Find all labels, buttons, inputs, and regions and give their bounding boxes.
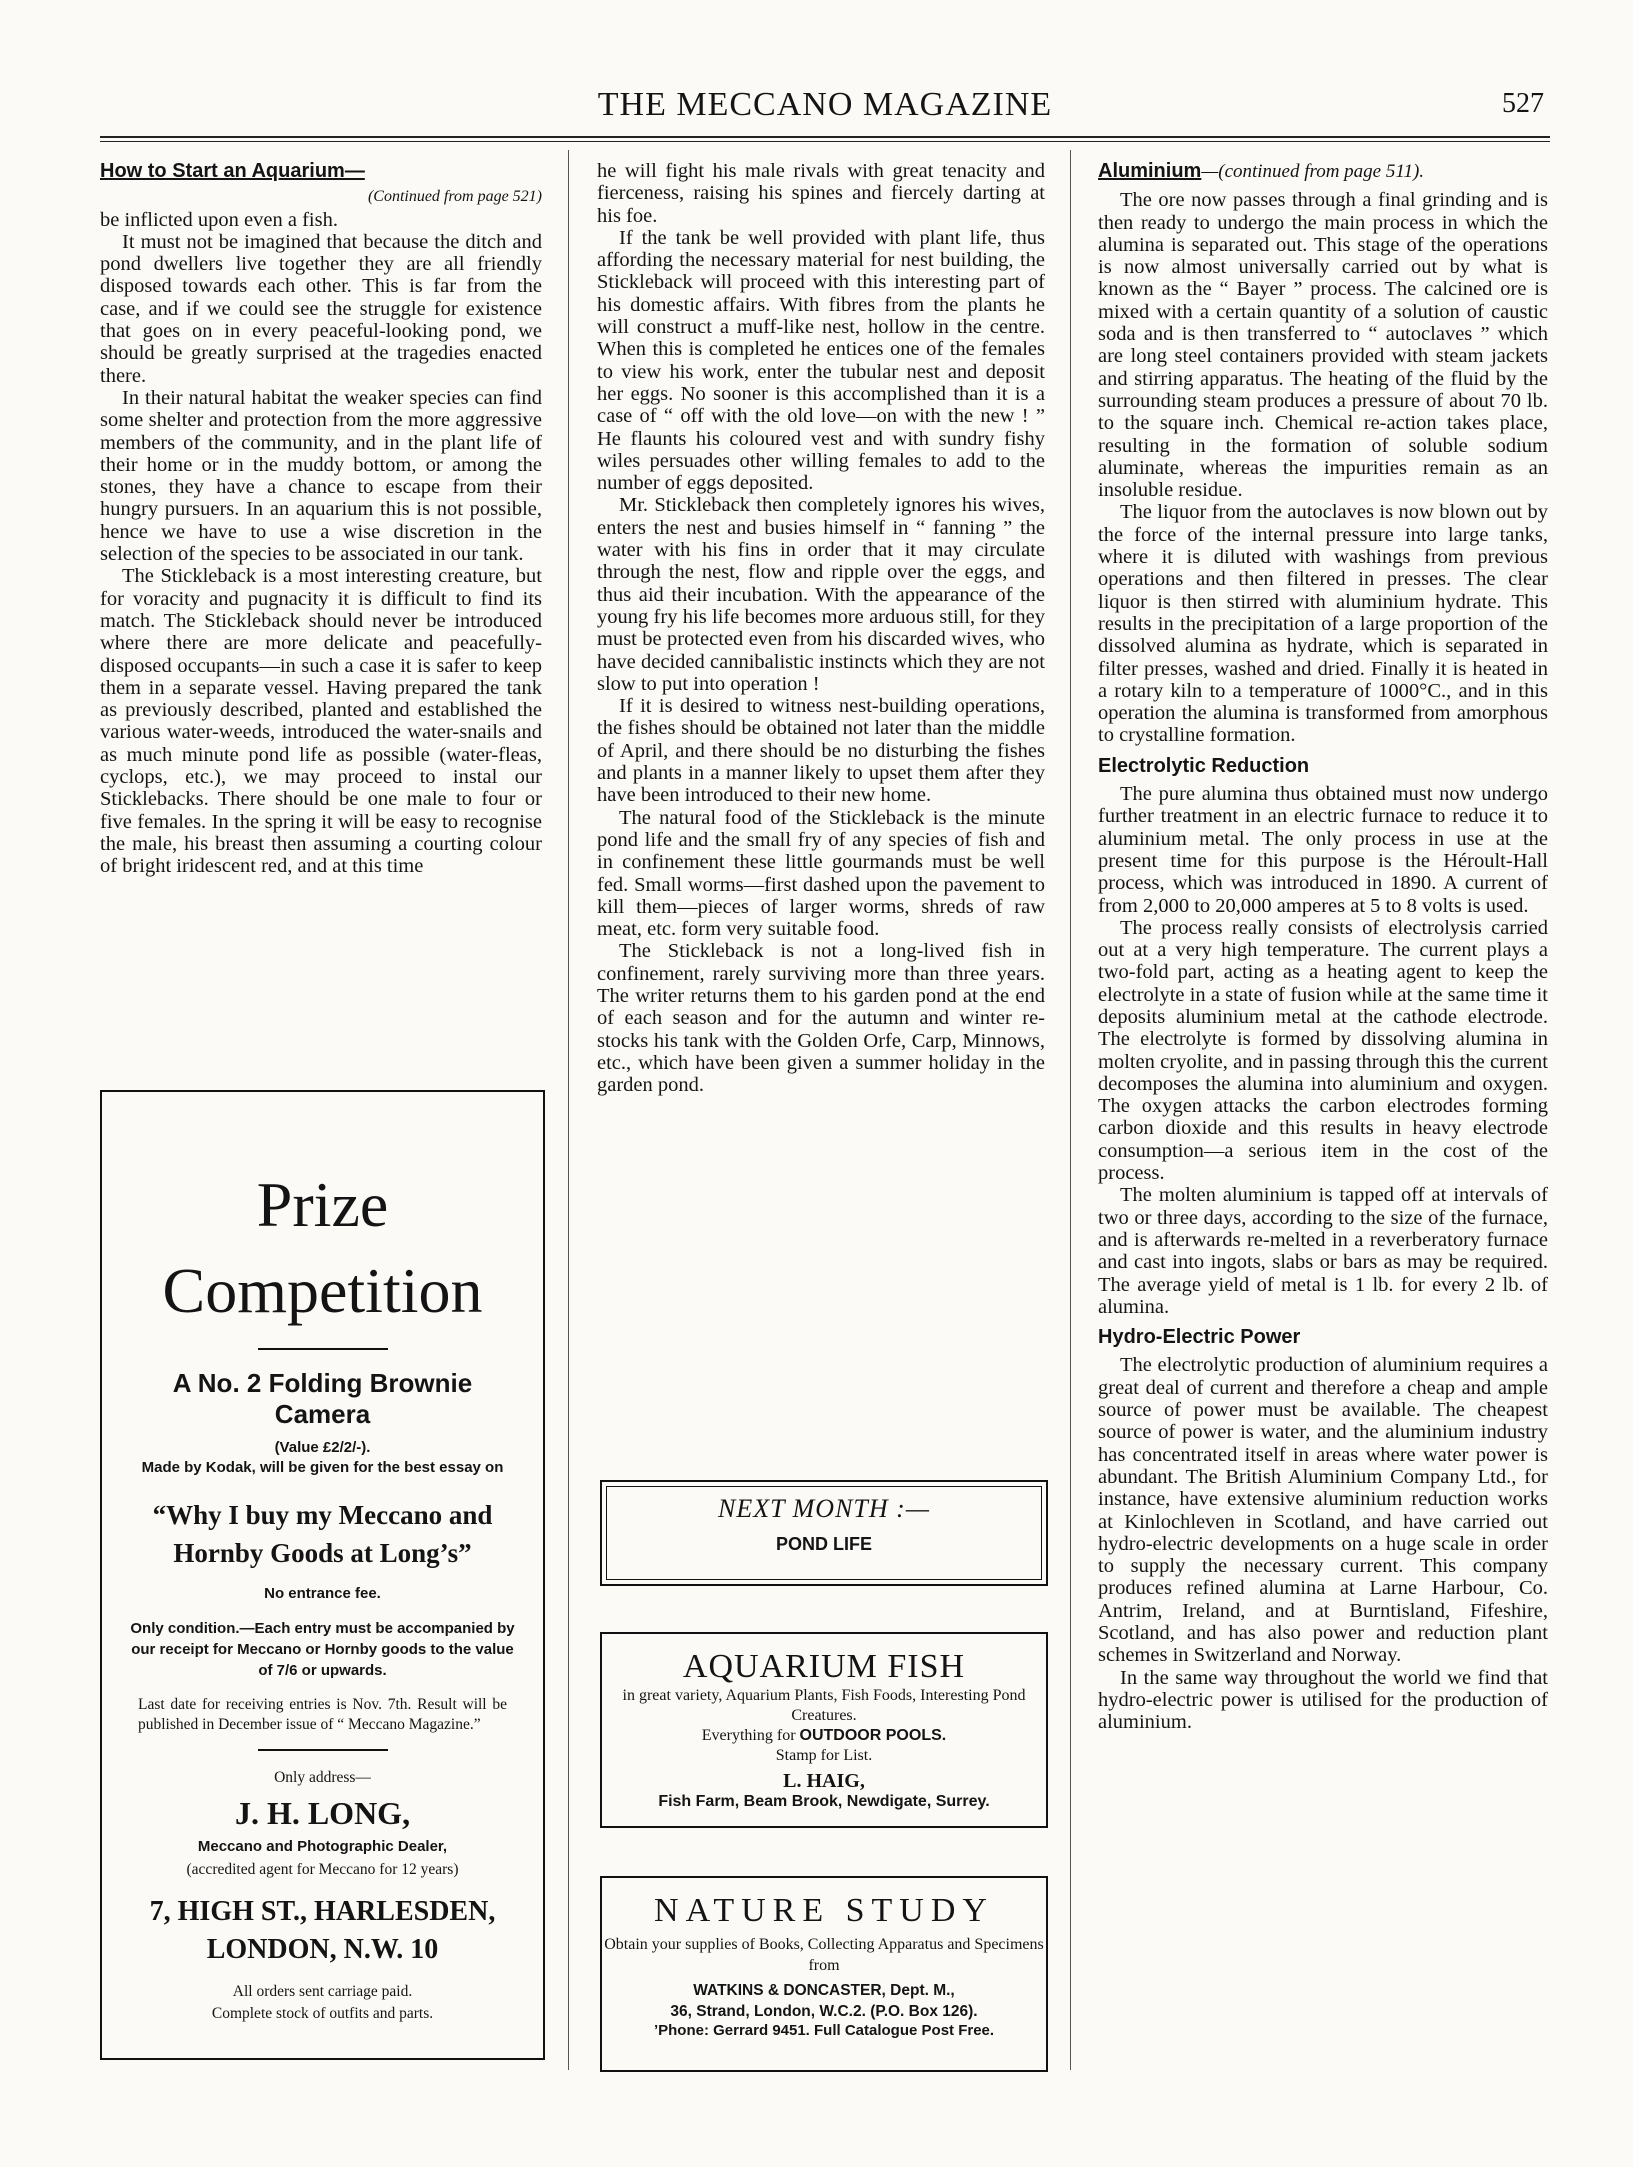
aquarium-col2-para-4: The natural food of the Stickleback is the minute pond life and the small fry of any species of fish and in confinement these little gourmands must be well fed. Small worms—first dashed upon the pavement to kill them—pieces of larger worms, shreds of raw meat, etc. form very suitable food. <box>597 806 1045 941</box>
aluminium-sub1-para-0: The pure alumina thus obtained must now undergo further treatment in an electric furnace to reduce it to aluminium metal. The only process in use at the present time for this purpose is the Héroult-Hall process, which was introduced in 1890. A current of from 2,000 to 20,000 amperes at 5 to 8 volts is used. <box>1098 783 1548 917</box>
header-rule <box>100 136 1550 138</box>
aquarium-ad-line2-bold: OUTDOOR POOLS. <box>799 1727 947 1744</box>
prize-only-address: Only address— <box>274 1769 371 1786</box>
aquarium-para-0: be inflicted upon even a fish. <box>100 208 338 231</box>
next-month-topic: POND LIFE <box>775 1534 872 1554</box>
nature-ad-title: NATURE STUDY <box>654 1892 994 1929</box>
prize-foot-1: All orders sent carriage paid. <box>232 1983 413 2000</box>
prize-address-2: LONDON, N.W. 10 <box>206 1934 439 1965</box>
aquarium-col2-para-5: The Stickleback is not a long-lived fish in confinement, rarely surviving more than three years. The writer returns them to his garden pond at the end of each season and for the autumn and winter re-stocks his tank with the Golden Orfe, Carp, Minnows, etc., which have been given a summer holiday in the garden pond. <box>597 940 1045 1097</box>
aluminium-heading-line <box>1098 160 1548 183</box>
aluminium-sub2-para-1: In the same way throughout the world we find that hydro-electric power is utilised for the production of aluminium. <box>1098 1666 1548 1734</box>
page-number: 527 <box>1502 88 1544 119</box>
aquarium-fish-ad <box>600 1632 1048 1828</box>
prize-agent: (accredited agent for Meccano for 12 years) <box>186 1861 459 1878</box>
prize-address-1: 7, HIGH ST., HARLESDEN, <box>149 1896 496 1927</box>
prize-essay-title: “Why I buy my Meccano and Hornby Goods at Long’s” <box>152 1500 493 1568</box>
aquarium-ad-line1: in great variety, Aquarium Plants, Fish Foods, Interesting Pond Creatures. <box>622 1687 1026 1724</box>
aquarium-ad-title: AQUARIUM FISH <box>682 1648 966 1685</box>
aluminium-para-0: The ore now passes through a final grinding and is then ready to undergo the main process in which the alumina is separated out. This stage of the operations is now almost universally carried out by what is known as the “ Bayer ” process. The calcined ore is mixed with a certain quantity of a solution of caustic soda and is then transferred to “ autoclaves ” which are long steel containers provided with steam jackets and stirring apparatus. The heating of the fluid by the surrounding steam produces a pressure of about 70 lb. to the square inch. Chemical re-action takes place, resulting in the formation of soluble sodium aluminate, whereas the impurities remain as an insoluble residue. <box>1098 189 1548 502</box>
prize-title-line1: Prize <box>256 1169 389 1240</box>
next-month-box <box>600 1480 1048 1586</box>
prize-fee: No entrance fee. <box>264 1585 381 1602</box>
prize-divider-2 <box>258 1749 388 1751</box>
aluminium-subhead-hydro: Hydro-Electric Power <box>1098 1326 1301 1349</box>
aquarium-col2-para-0: he will fight his male rivals with great tenacity and fierceness, raising his spines and fiercely darting at his foe. <box>597 160 1045 227</box>
aluminium-sub2-para-0: The electrolytic production of aluminium requires a great deal of current and therefore a cheap and ample source of power must be available. The cheapest source of power is water, and the aluminium industry has concentrated itself in areas where water power is abundant. The British Aluminium Company Ltd., for instance, have extensive aluminium reduction works at Kinlochleven in Scotland, and have carried out hydro-electric developments on a huge scale in order to supply the necessary current. This company produces refined alumina at Larne Harbour, Co. Antrim, Ireland, and at Burntisland, Fifeshire, Scotland, and has also power and reduction plant schemes in Switzerland and Norway. <box>1098 1354 1548 1667</box>
prize-camera: A No. 2 Folding Brownie Camera <box>172 1368 473 1429</box>
aluminium-sub1-para-2: The molten aluminium is tapped off at intervals of two or three days, according to the size of the furnace, and is afterwards re-melted in a reverberatory furnace and cast into ingots, slabs or bars as may be required. The average yield of metal is 1 lb. for every 2 lb. of alumina. <box>1098 1184 1548 1318</box>
magazine-title: THE MECCANO MAGAZINE <box>597 86 1053 123</box>
prize-title-line2: Competition <box>162 1255 483 1326</box>
aquarium-ad-line2-pre: Everything for <box>701 1727 800 1744</box>
prize-last-date: Last date for receiving entries is Nov. 7th. Result will be published in December issue of “ Meccano Magazine.” <box>138 1696 507 1733</box>
aquarium-para-2: In their natural habitat the weaker species can find some shelter and protection from the more aggressive members of the community, and in the plant life of their home or in the muddy bottom, or among the stones, they have a chance to escape from their hungry pursuers. In an aquarium this is not possible, hence we have to use a wise discretion in the selection of the species to be associated in our tank. <box>100 386 542 566</box>
next-month-label: NEXT MONTH :— <box>718 1494 930 1523</box>
nature-ad-line1: Obtain your supplies of Books, Collecting Apparatus and Specimens from <box>604 1936 1044 1974</box>
nature-ad-firm: WATKINS & DONCASTER, Dept. M., <box>693 1982 955 1999</box>
prize-kodak: Made by Kodak, will be given for the best essay on <box>141 1459 504 1476</box>
aquarium-article-col1 <box>100 160 542 878</box>
aquarium-ad-name: L. HAIG, <box>783 1770 865 1792</box>
aluminium-continued: —(continued from page 511). <box>1201 161 1425 182</box>
aluminium-para-1: The liquor from the autoclaves is now blown out by the force of the internal pressure into large tanks, where it is diluted with washings from previous operations and then filtered in presses. The clear liquor is then stirred with aluminium hydrate. This results in the precipitation of a large proportion of the dissolved alumina as hydrate, which is separated in filter presses, washed and dried. Finally it is heated in a rotary kiln to a temperature of 1000°C., and in this operation the alumina is transformed from amorphous to crystalline formation. <box>1098 501 1548 747</box>
aquarium-ad-line3: Stamp for List. <box>775 1747 873 1764</box>
aquarium-col2-para-2: Mr. Stickleback then completely ignores his wives, enters the nest and busies himself in “ fanning ” the water with his fins in order that it may circulate through the nest, flow and ripple over the eggs, and thus aid their incubation. With the appearance of the young fry his life becomes more arduous still, for they must be protected even from his discarded wives, who have decided cannibalistic instincts which they are not slow to put into operation ! <box>597 494 1045 695</box>
aquarium-col2-para-3: If it is desired to witness nest-building operations, the fishes should be obtained not later than the middle of April, and there should be no disturbing the fishes and plants in a manner likely to upset them after they have been introduced to their new home. <box>597 695 1045 807</box>
header-rule-thin <box>100 141 1550 142</box>
prize-dealer-type: Meccano and Photographic Dealer, <box>197 1838 448 1855</box>
aquarium-article-col2 <box>597 160 1045 1096</box>
prize-divider <box>258 1348 388 1350</box>
nature-ad-phone: ’Phone: Gerrard 9451. Full Catalogue Post Free. <box>653 2022 995 2039</box>
aluminium-heading: Aluminium <box>1098 160 1202 182</box>
aquarium-para-3: The Stickleback is a most interesting creature, but for voracity and pugnacity it is difficult to find its match. The Stickleback should never be introduced where there are more delicate and peacefully-disposed occupants—in such a case it is safer to keep them in a separate vessel. Having prepared the tank as previously described, planted and established the various water-weeds, introduced the water-snails and as much minute pond life as possible (water-fleas, cyclops, etc.), we may proceed to instal our Sticklebacks. There should be one male to four or five females. In the spring it will be easy to recognise the male, his breast then assuming a courting colour of bright iridescent red, and at this time <box>100 565 542 878</box>
nature-study-ad <box>600 1876 1048 2072</box>
aquarium-heading: How to Start an Aquarium— <box>100 160 365 182</box>
prize-dealer-name: J. H. LONG, <box>234 1795 411 1831</box>
aquarium-ad-line2 <box>602 1726 1046 1746</box>
column-divider-1 <box>568 150 569 2070</box>
aquarium-para-1: It must not be imagined that because the ditch and pond dwellers live together they are all friendly disposed towards each other. This is far from the case, and if we could see the struggle for existence that goes on in every peaceful-looking pond, we should be greatly surprised at the tragedies enacted there. <box>100 230 542 387</box>
prize-competition-ad <box>100 1090 545 2060</box>
prize-foot-2: Complete stock of outfits and parts. <box>211 2005 434 2022</box>
prize-value: (Value £2/2/-). <box>274 1439 371 1456</box>
column-divider-2 <box>1070 150 1071 2070</box>
prize-condition: Only condition.—Each entry must be accompanied by our receipt for Meccano or Hornby goods to the value of 7/6 or upwards. <box>130 1620 515 1679</box>
aluminium-subhead-electrolytic: Electrolytic Reduction <box>1098 754 1310 777</box>
aquarium-continued: (Continued from page 521) <box>367 188 542 206</box>
nature-ad-address: 36, Strand, London, W.C.2. (P.O. Box 126). <box>670 2003 978 2020</box>
aquarium-col2-para-1: If the tank be well provided with plant life, thus affording the necessary material for nest building, the Stickleback will proceed with this interesting part of his domestic affairs. With fibres from the plants he will construct a muff-like nest, hollow in the centre. When this is completed he entices one of the females to view his work, enter the tubular nest and deposit her eggs. No sooner is this accomplished than it is a case of “ off with the old love—on with the new ! ” He flaunts his coloured vest and with sundry fishy wiles persuades other willing females to add to the number of eggs deposited. <box>597 226 1045 495</box>
aluminium-sub1-para-1: The process really consists of electrolysis carried out at a very high temperature. The current plays a two-fold part, acting as a heating agent to keep the electrolyte in a state of fusion while at the same time it deposits aluminium metal at the cathode electrode. The electrolyte is formed by dissolving alumina in molten cryolite, and in passing through this the current decomposes the alumina into aluminium and oxygen. The oxygen attacks the carbon electrodes forming carbon dioxide and this results in heavy electrode consumption—a serious item in the cost of the process. <box>1098 916 1548 1185</box>
aluminium-article <box>1098 160 1548 1733</box>
aquarium-ad-address: Fish Farm, Beam Brook, Newdigate, Surrey. <box>658 1793 990 1810</box>
page-header <box>100 86 1550 130</box>
